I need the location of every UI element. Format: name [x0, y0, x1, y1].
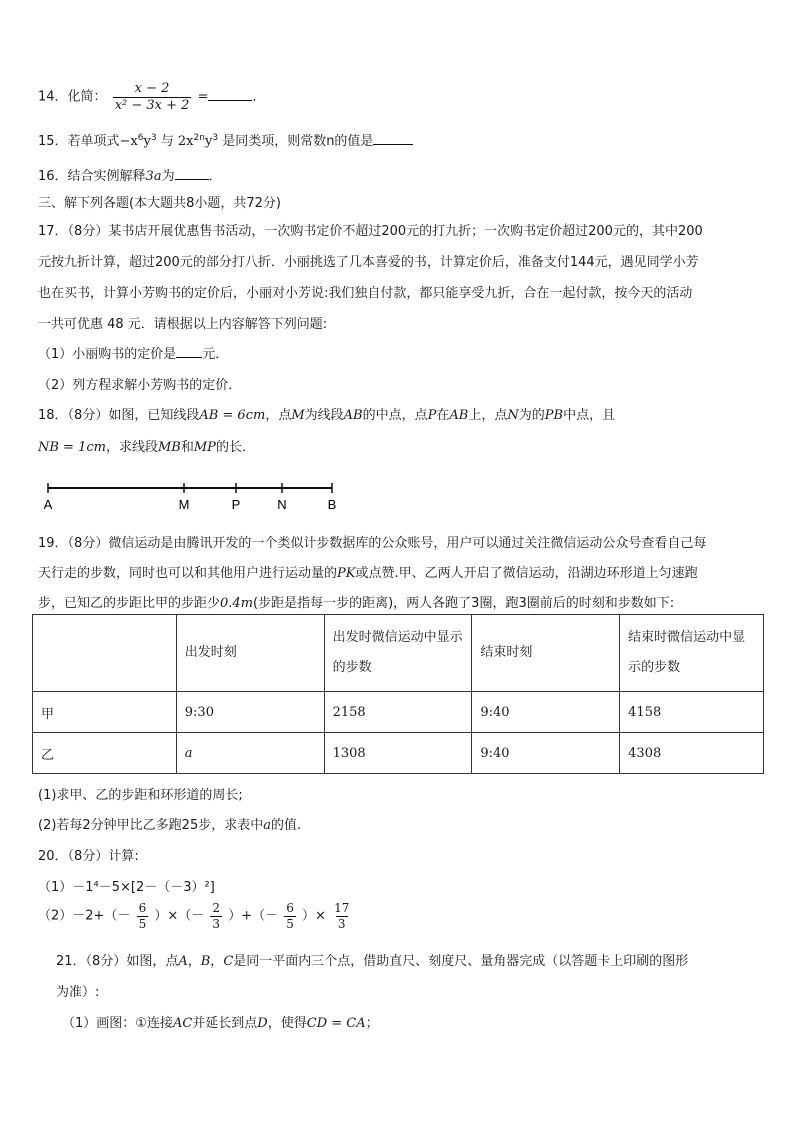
label-a: A — [43, 497, 53, 512]
label-b: B — [327, 497, 337, 512]
answer-blank — [176, 357, 202, 358]
question-20-title: 20．（8分）计算: — [38, 849, 139, 864]
question-21-sub-1: （1）画图：①连接AC并延长到点D，使得CD = CA； — [62, 1016, 379, 1031]
answer-blank — [175, 179, 209, 180]
question-14: 14．化简： $\frac{x - 2}{\text{x² − 3x + 2}}$ = ． — [38, 81, 266, 113]
fraction: $\frac{6}{5}$ — [138, 901, 147, 931]
question-20-sub-2: （2）－2+（－ $\frac{6}{5}$ ）×（－ $\frac{2}{3}$ ）+（－ $\frac{6}{5}$ ）× $\frac{17}{3}$ — [38, 901, 350, 931]
table-cell: 9:40 — [472, 692, 620, 733]
table-header-cell — [33, 615, 177, 692]
question-19-line-2: 天行走的步数，同时也可以和其他用户进行运动量的PK或点赞.甲、乙两人开启了微信运动，沿湖边环形道上匀速跑 — [38, 566, 698, 581]
q14-fraction: $\frac{x - 2}{\text{x² − 3x + 2}}$ — [114, 81, 190, 113]
question-16: 16．结合实例解释3a为 ． — [38, 169, 222, 184]
table-cell: 2158 — [324, 692, 472, 733]
fraction: $\frac{2}{3}$ — [212, 901, 221, 931]
question-18-line-2: NB = 1cm，求线段MB和MP的长． — [38, 440, 255, 455]
table-cell: a — [176, 733, 324, 774]
table-cell: 甲 — [33, 692, 177, 733]
fraction: $\frac{6}{5}$ — [286, 901, 294, 931]
table-header-row — [33, 615, 764, 692]
question-21-line-2: 为准）: — [56, 985, 100, 1000]
question-21-line-1: 21．（8分）如图，点A，B，C是同一平面内三个点，借助直尺、刻度尺、量角器完成（以答题卡上印刷的图形 — [56, 954, 689, 969]
table-cell: 9:40 — [472, 733, 620, 774]
answer-blank — [208, 100, 252, 101]
table-row — [33, 733, 764, 774]
table-header-cell: 出发时刻 — [176, 615, 324, 692]
table-row — [33, 692, 764, 733]
label-n: N — [277, 497, 287, 512]
label-p: P — [231, 497, 241, 512]
question-17-line-1: 17．（8分）某书店开展优惠售书活动，一次购书定价不超过200元的打九折；一次购书定价超过200元的，其中200 — [38, 224, 703, 239]
table-header-cell: 结束时微信运动中显示的步数 — [620, 615, 764, 692]
question-18-line-1: 18．（8分）如图，已知线段AB = 6cm，点M为线段AB的中点，点P在AB上，点N为的PB中点，且 — [38, 408, 616, 423]
segment-figure — [43, 478, 337, 514]
question-17-sub-1: （1）小丽购书的定价是 元． — [38, 347, 229, 362]
table-cell: 4308 — [620, 733, 764, 774]
question-20-sub-1: （1）－1⁴－5×[2－（－3）²] — [38, 880, 215, 895]
question-17-sub-2: （2）列方程求解小芳购书的定价． — [38, 378, 242, 393]
answer-blank — [373, 144, 413, 145]
question-19-line-3: 步，已知乙的步距比甲的步距少0.4m(步距是指每一步的距离)，两人各跑了3圈，跑3圈前后的时刻和步数如下: — [38, 596, 675, 611]
question-19-sub-1: (1)求甲、乙的步距和环形道的周长; — [38, 788, 243, 803]
table-cell: 乙 — [33, 733, 177, 774]
section-heading: 三、解下列各题(本大题共8小题，共72分) — [38, 196, 281, 211]
question-17-line-3: 也在买书，计算小芳购书的定价后，小丽对小芳说:我们独自付款，都只能享受九折，合在一起付款，按今天的活动 — [38, 286, 693, 301]
steps-table — [32, 614, 764, 774]
question-17-line-4: 一共可优惠 48 元．请根据以上内容解答下列问题: — [38, 317, 328, 332]
question-15: 15．若单项式$-x^6y^3$ 与 $2x^{2n}y^3$ 是同类项，则常数n的值是 — [38, 130, 413, 149]
question-19-line-1: 19．（8分）微信运动是由腾讯开发的一个类似计步数据库的公众账号，用户可以通过关注微信运动公众号查看自己每 — [38, 536, 707, 551]
question-17-line-2: 元按九折计算，超过200元的部分打八折．小丽挑选了几本喜爱的书，计算定价后，准备支付144元，遇见同学小芳 — [38, 255, 699, 270]
table-cell: 4158 — [620, 692, 764, 733]
table-cell: 9:30 — [176, 692, 324, 733]
question-19-sub-2: (2)若每2分钟甲比乙多跑25步，求表中a的值. — [38, 818, 302, 833]
fraction: $\frac{17}{3}$ — [334, 901, 350, 931]
table-cell: 1308 — [324, 733, 472, 774]
table-header-cell: 结束时刻 — [472, 615, 620, 692]
label-m: M — [178, 497, 190, 512]
table-header-cell: 出发时微信运动中显示的步数 — [324, 615, 472, 692]
